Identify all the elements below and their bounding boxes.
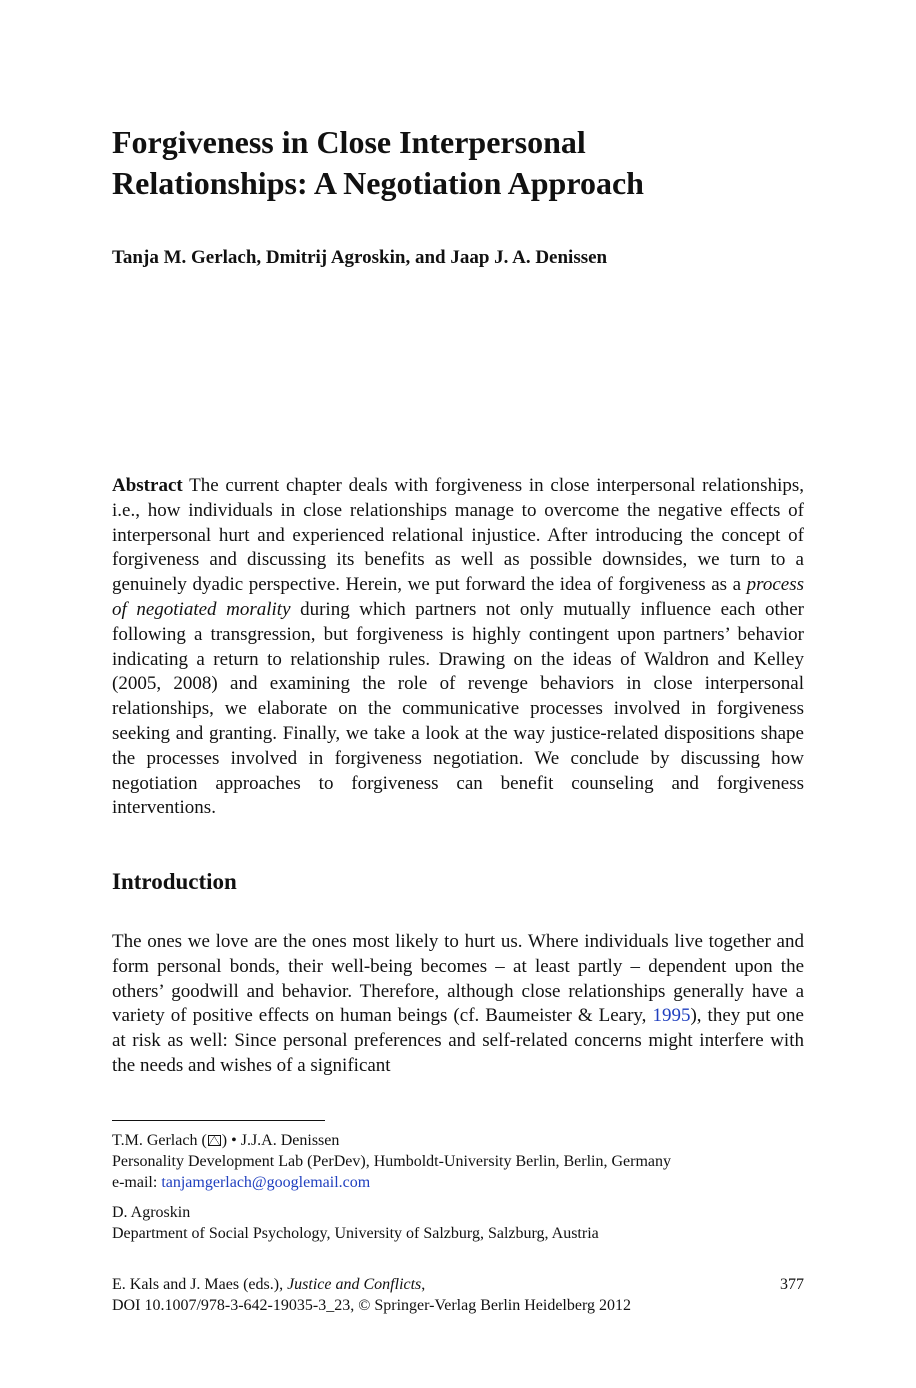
affiliation-1-institution: Personality Development Lab (PerDev), Humboldt-University Berlin, Berlin, Germany [112,1153,671,1170]
abstract-italic-term: process of negotiated morality [112,574,804,620]
affiliation-1-names [112,1130,804,1151]
page-number: 377 [780,1276,804,1293]
email-label: e-mail: [112,1174,162,1191]
article-title [112,122,804,204]
affiliation-1-name-a: T.M. Gerlach ( [112,1132,207,1149]
author-list: Tanja M. Gerlach, Dmitrij Agroskin, and Jaap J. A. Denissen [112,247,608,268]
email-line [112,1172,804,1193]
intro-text-1: The ones we love are the ones most likely to hurt us. Where individuals live together and form personal bonds, their well-being becomes – at least partly – dependent upon the others’ goodwill and behavior. Therefore, although close relationships generally have a variety of positive effects on human beings (cf. Baumeister & Leary, [112,931,804,1027]
footer-book-line [112,1274,804,1295]
intro-text-2: ), they put one at risk as well: Since personal preferences and self-related concerns might interfere with the needs and wishes of a significant [112,1005,804,1076]
footer-doi-line: DOI 10.1007/978-3-642-19035-3_23, © Springer-Verlag Berlin Heidelberg 2012 [112,1297,631,1314]
footer-editors: E. Kals and J. Maes (eds.), [112,1276,288,1293]
affiliation-1 [112,1130,804,1193]
citation-link-1995[interactable]: 1995 [652,1005,691,1027]
publication-footer [112,1274,804,1316]
affiliation-2-name: D. Agroskin [112,1204,191,1221]
abstract-text-1: The current chapter deals with forgiveness in close interpersonal relationships, i.e., how individuals in close relationships manage to overcome the negative effects of interpersonal hurt and experienced relational injustice. After introducing the concept of forgiveness and discussing its benefits as well as possible downsides, we turn to a genuinely dyadic perspective. Herein, we put forward the idea of forgiveness as a [112,475,804,596]
affiliation-1-name-b: ) • J.J.A. Denissen [221,1132,340,1149]
footnote-divider [112,1120,325,1121]
abstract-label: Abstract [112,475,183,496]
introduction-heading: Introduction [112,869,237,894]
abstract-paragraph [112,474,804,821]
footer-comma: , [421,1276,426,1293]
footer-book-title: Justice and Conflicts [287,1276,422,1293]
title-line-1: Forgiveness in Close Interpersonal [112,124,586,160]
affiliation-2 [112,1202,804,1244]
abstract-text-2: during which partners not only mutually influence each other following a transgression, but forgiveness is highly contingent upon partners’ behavior indicating a return to relationship rules. Drawing on the ideas of Waldron and Kelley (2005, 2008) and examining the role of revenge behaviors in close interpersonal relationships, we elaborate on the communicative processes involved in forgiveness seeking and granting. Finally, we take a look at the way justice-related dispositions shape the processes involved in forgiveness negotiation. We conclude by discussing how negotiation approaches to forgiveness can benefit counseling and forgiveness interventions. [112,598,804,819]
envelope-icon [208,1135,221,1146]
title-line-2: Relationships: A Negotiation Approach [112,165,644,201]
email-link[interactable]: tanjamgerlach@googlemail.com [161,1174,371,1191]
introduction-paragraph [112,930,804,1079]
affiliation-2-institution: Department of Social Psychology, University of Salzburg, Salzburg, Austria [112,1225,599,1242]
